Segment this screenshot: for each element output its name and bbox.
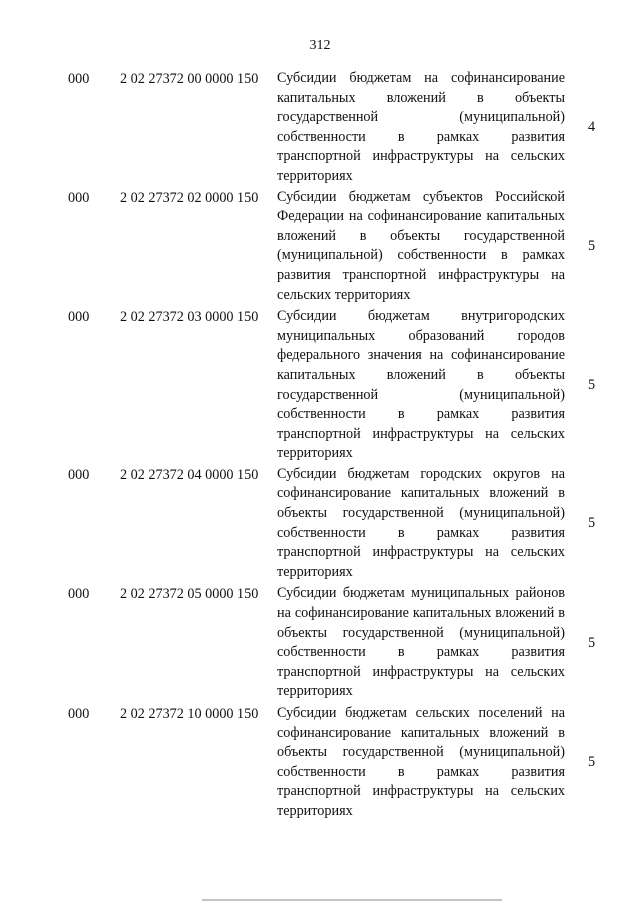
admin-code: 000 <box>68 71 90 87</box>
table-row <box>0 465 640 583</box>
row-number: 5 <box>587 515 596 532</box>
budget-code-table <box>0 69 640 822</box>
budget-classification-code: 2 02 27372 00 0000 150 <box>120 71 259 87</box>
admin-code: 000 <box>68 706 90 722</box>
admin-code: 000 <box>68 466 90 483</box>
income-description: Субсидии бюджетам на софинансирование капитальных вложений в объекты государственной (муниципальной) собственности в рамках развития транспортной инфраструктуры на сельских территориях <box>277 70 565 184</box>
table-row <box>0 584 640 702</box>
table-row <box>0 307 640 464</box>
scan-bottom-edge <box>202 899 502 901</box>
table-row <box>0 188 640 306</box>
budget-classification-code: 2 02 27372 10 0000 150 <box>120 706 259 722</box>
table-row <box>0 69 640 187</box>
row-number: 5 <box>587 634 596 651</box>
row-number: 5 <box>587 754 596 771</box>
income-description: Субсидии бюджетам городских округов на софинансирование капитальных вложений в объекты государственной (муниципальной) собственности в рамках развития транспортной инфраструктуры на сельских территориях <box>277 465 565 580</box>
income-description: Субсидии бюджетам муниципальных районов на софинансирование капитальных вложений в объекты государственной (муниципальной) собственности в рамках развития транспортной инфраструктуры на сельских территориях <box>277 585 565 700</box>
admin-code: 000 <box>68 189 90 206</box>
page-number: 312 <box>309 38 331 53</box>
row-number: 5 <box>587 237 596 254</box>
income-description: Субсидии бюджетам сельских поселений на софинансирование капитальных вложений в объекты государственной (муниципальной) собственности в рамках развития транспортной инфраструктуры на сельских территориях <box>277 705 565 819</box>
income-description: Субсидии бюджетам субъектов Российской Федерации на софинансирование капитальных вложений в объекты государственной (муниципальной) собственности в рамках развития транспортной инфраструктуры на сельских территориях <box>277 188 565 303</box>
budget-classification-code: 2 02 27372 04 0000 150 <box>120 466 259 483</box>
admin-code: 000 <box>68 309 90 326</box>
row-number: 5 <box>587 377 596 393</box>
budget-classification-code: 2 02 27372 03 0000 150 <box>120 309 259 326</box>
admin-code: 000 <box>68 586 90 603</box>
table-row <box>0 704 640 822</box>
income-description: Субсидии бюджетам внутригородских муниципальных образований городов федерального значения на софинансирование капитальных вложений в объекты государственной (муниципальной) собственности в рамках развития транспортной инфраструктуры на сельских территориях <box>277 308 565 462</box>
budget-classification-code: 2 02 27372 02 0000 150 <box>120 189 259 206</box>
row-number: 4 <box>587 119 596 136</box>
budget-classification-code: 2 02 27372 05 0000 150 <box>120 586 259 603</box>
